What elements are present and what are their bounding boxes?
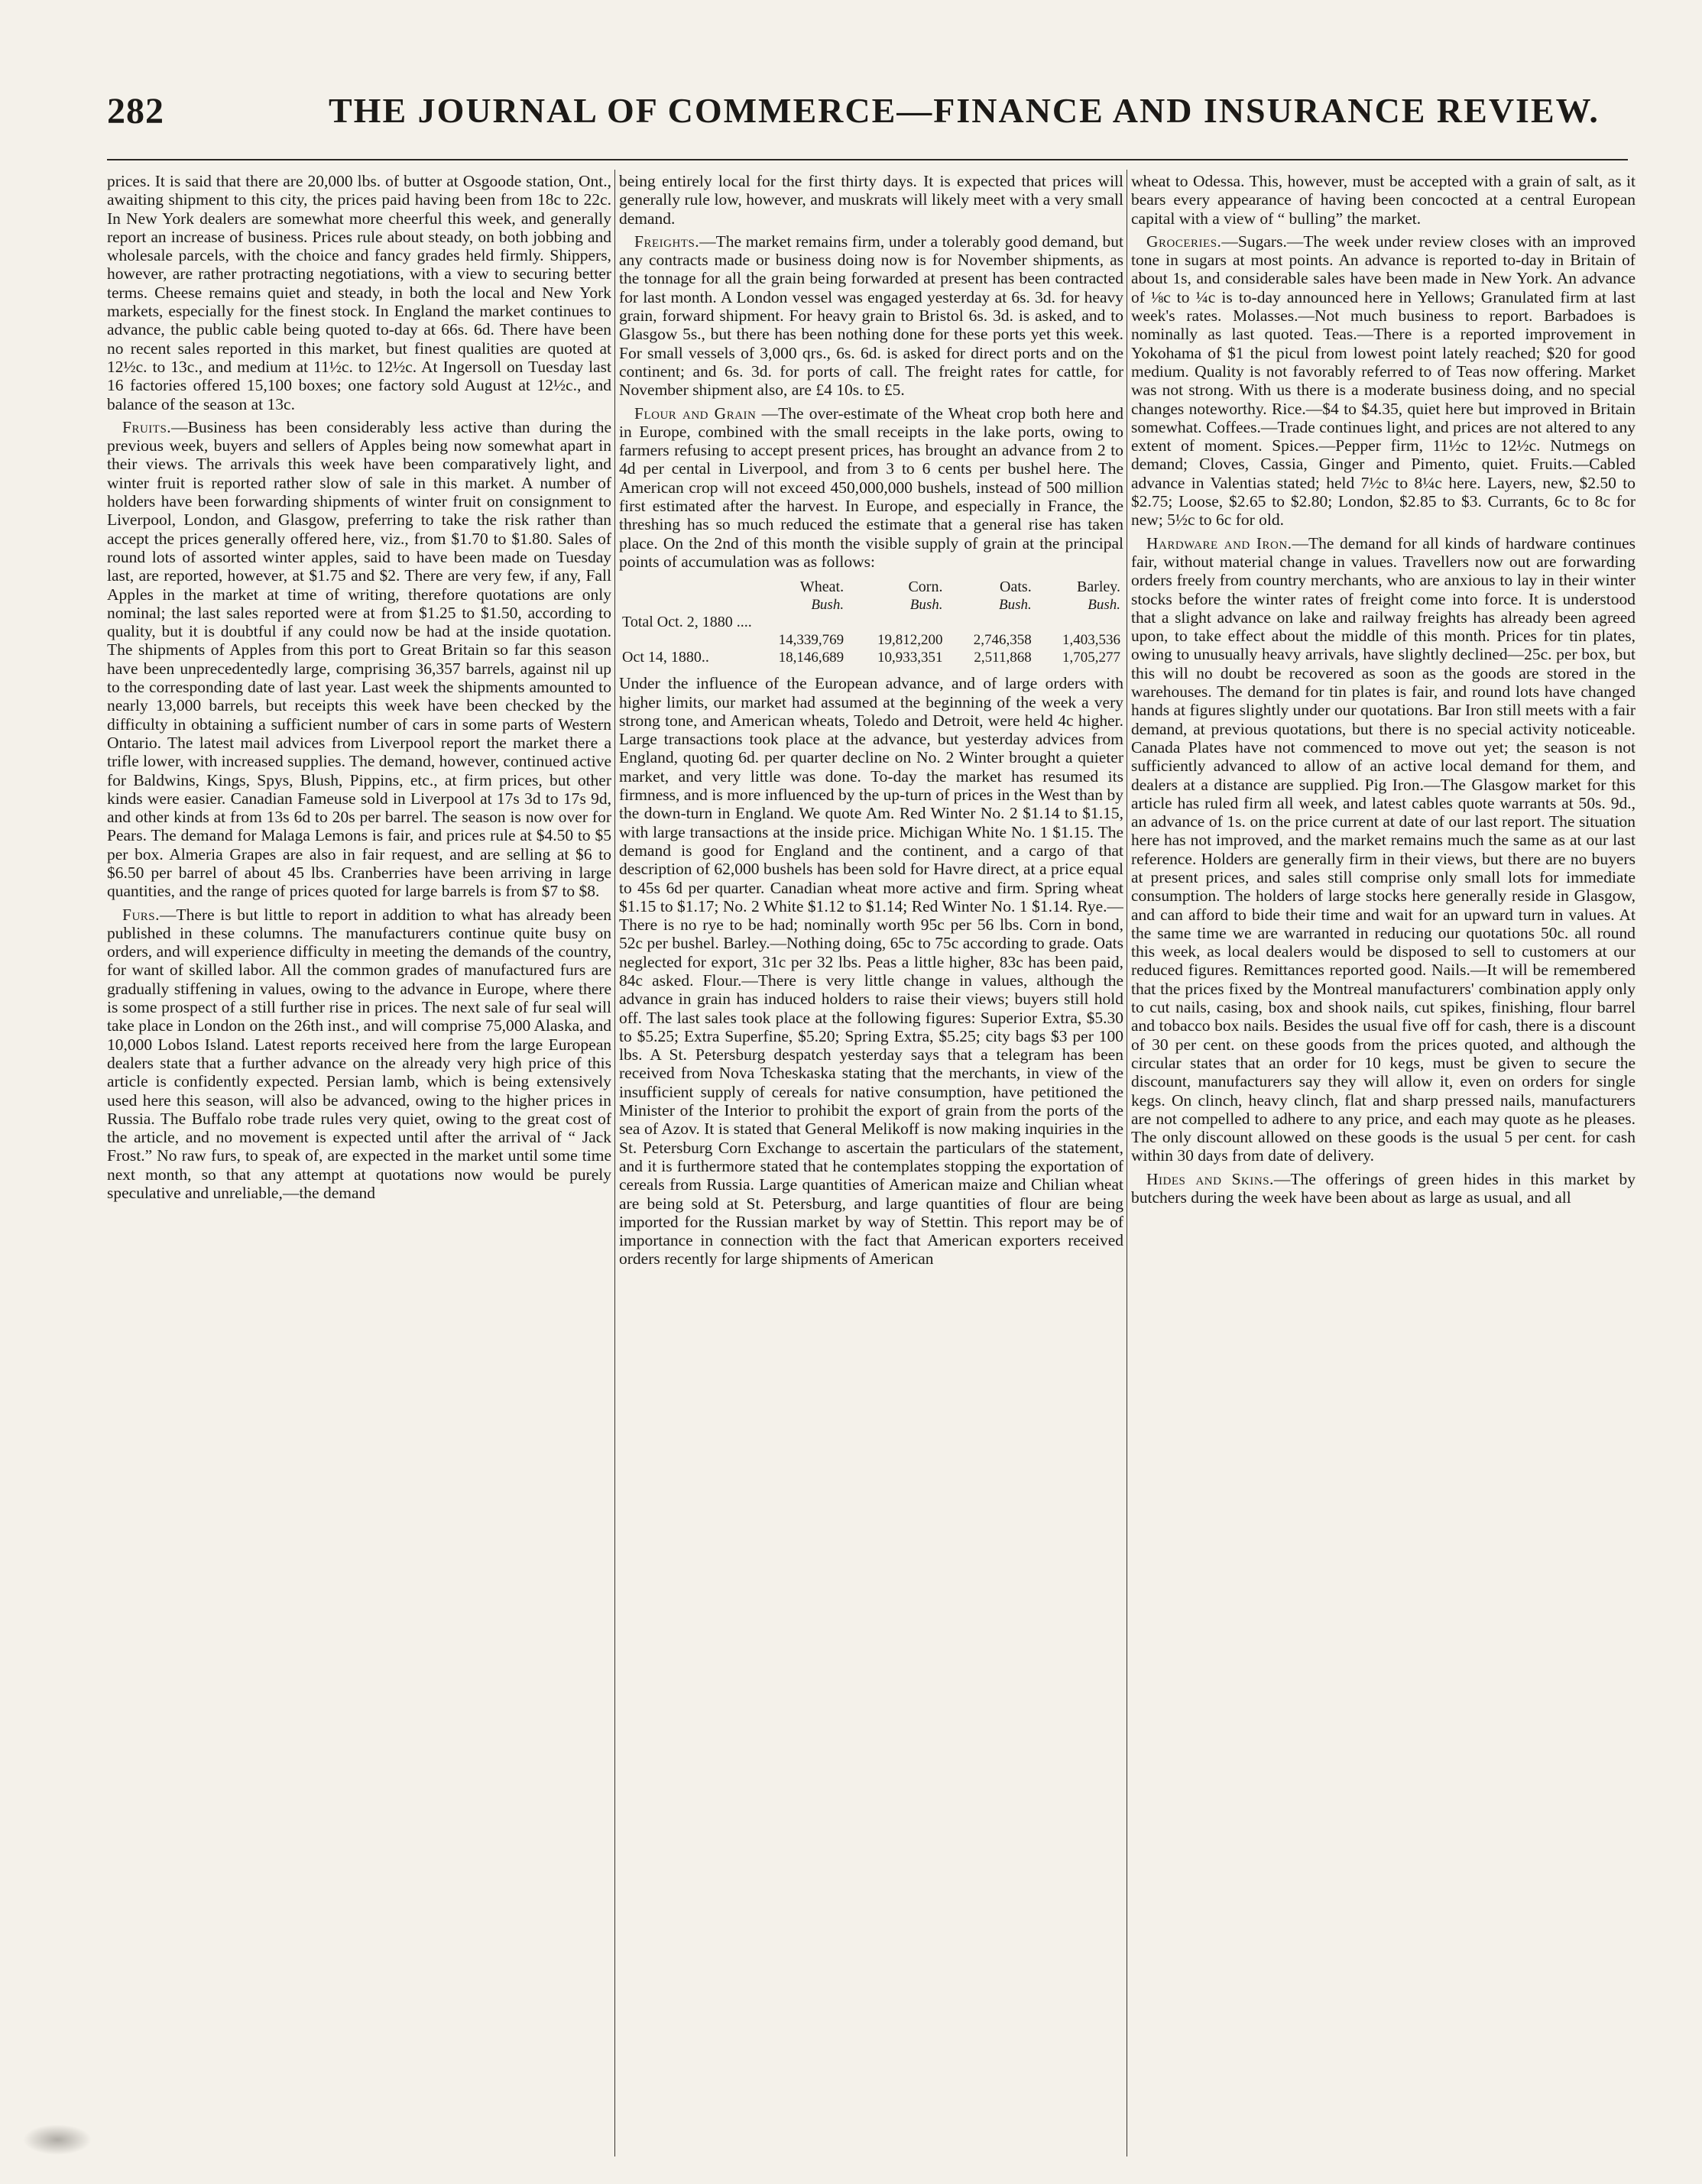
fruits-text: —Business has been considerably less active than during the previous week, buyers and sellers of Apples being now somewhat apart in their views. The arrivals this week have been comparatively light, and winter fruit is reported rather slow of sale in this market. A number of holders have been forwarding shipments of winter fruit on consignment to Liverpool, London, and Glasgow, preferring to take the risk rather than accept the prices generally offered here, viz., from $1.70 to $1.80. Sales of round lots of assorted winter apples, said to have been made on Tuesday last, are reported, however, at $1.75 and $2. There are very few, if any, Fall Apples in the market at time of writing, therefore quotations are only nominal; the last sales reported were at from $1.25 to $1.50, according to quality, but it is doubtful if any could now be had at the inside quotation. The shipments of Apples from this port to Great Britain so far this season have been unprecedentedly large, comprising 36,357 barrels, against nil up to the corresponding date of last year. Last week the shipments amounted to nearly 13,000 barrels, but receipts this week have been checked by the difficulty in obtaining a sufficient number of cars in some parts of Western Ontario. The latest mail advices from Liverpool report the market there a trifle lower, with increased supplies. The demand, however, continued active for Baldwins, Kings, Spys, Blush, Pippins, etc., at firm prices, but other kinds were easier. Canadian Fameuse sold in Liverpool at 17s 3d to 17s 9d, and other kinds at from 13s 6d to 20s per barrel. The season is now over for Pears. The demand for Malaga Lemons is fair, and prices rule at $4.50 to $5 per box. Almeria Grapes are also in fair request, and are selling at $6 to $6.50 per barrel of about 45 lbs. Cranberries have been arriving in large quantities, and the range of prices quoted for large barrels is from $7 to $8. [107, 417, 611, 901]
column-divider [614, 170, 615, 2156]
section-heading-freights: Freights. [634, 232, 700, 251]
page-number: 282 [107, 91, 164, 131]
table-header-cell: Wheat. [799, 578, 845, 596]
table-row [619, 649, 1123, 666]
table-unit-cell: Bush. [998, 597, 1032, 614]
table-header-cell: Barley. [1076, 578, 1120, 596]
table-unit-cell: Bush. [811, 597, 845, 614]
furs-continued-paragraph: being entirely local for the first thirty days. It is expected that prices will generally rule low, however, and muskrats will likely meet with a very small demand. [619, 172, 1123, 228]
header-rule [107, 159, 1628, 160]
table-row [619, 631, 1123, 649]
column-2 [619, 172, 1123, 2151]
table-cell: 1,403,536 [1062, 632, 1120, 649]
flour-grain-text: —The over-estimate of the Wheat crop both here and in Europe, combined with the small receipts in the lake ports, owing to farmers refusing to accept present prices, has brought an advance from 2 to 4d per cental in Liverpool, and from 3 to 6 cents per bushel here. The American crop will not exceed 450,000,000 bushels, instead of 500 million first estimated after the harvest. In Europe, and especially in France, the threshing has so much reduced the estimate that a general rise has taken place. On the 2nd of this month the visible supply of grain at the principal points of accumulation was as follows: [619, 403, 1123, 571]
visible-supply-table [619, 578, 1123, 666]
column-1 [107, 172, 611, 2151]
table-cell: 1,705,277 [1062, 650, 1120, 666]
table-corner [619, 578, 748, 596]
table-cell: 18,146,689 [778, 650, 845, 666]
table-cell: 19,812,200 [877, 632, 943, 649]
groceries-text: —Sugars.—The week under review closes with an improved tone in sugars at most points. An advance is reported to-day in Britain of about 1s, and considerable sales have been made in New York. An advance of ⅛c to ¼c is to-day announced here in Yellows; Granulated firm at last week's rates. Molasses.—Not much business to report. Barbadoes is nominally as last quoted. Teas.—There is a reported improvement in Yokohama of $1 the picul from lowest point lately reached; $20 for good medium. Quality is not favorably referred to of Teas now offering. Market was not strong. With us there is a moderate business doing, and no special changes noteworthy. Rice.—$4 to $4.35, quiet here but improved in Britain somewhat. Coffees.—Trade continues light, and prices are not altered to any extent of moment. Spices.—Pepper firm, 11½c to 12½c. Nutmegs on demand; Cloves, Cassia, Ginger and Pimento, quiet. Fruits.—Cabled advance in Valentias stated; held 7½c to 8¼c here. Layers, new, $2.50 to $2.75; Loose, $2.65 to $2.80; London, $2.85 to $3. Currants, 6c to 8c for new; 5½c to 6c for old. [1131, 232, 1636, 530]
table-header-cell: Corn. [908, 578, 943, 596]
table-spacer [619, 631, 748, 649]
table-cell: 2,746,358 [973, 632, 1032, 649]
section-heading-flour-grain: Flour and Grain [634, 403, 757, 423]
page-header [107, 90, 1636, 144]
flour-grain-paragraph [619, 404, 1123, 572]
column-3 [1131, 172, 1636, 2151]
hardware-paragraph [1131, 534, 1636, 1165]
table-row-label: Total Oct. 2, 1880 .... [622, 614, 752, 631]
section-heading-hides: Hides and Skins. [1146, 1169, 1274, 1188]
section-heading-furs: Furs. [122, 905, 160, 924]
freights-text: —The market remains firm, under a tolerably good demand, but any contracts made or business doing now is for November shipments, as the tonnage for all the grain being forwarded at present has been contracted for last month. A London vessel was engaged yesterday at 6s. 3d. for heavy grain, forward shipment. For heavy grain to Bristol 6s. 3d. is asked, and to Glasgow 5s., but there has been nothing done for these ports yet this week. For small vessels of 3,000 qrs., 6s. 6d. is asked for direct ports and on the continent; and 6s. 3d. for ports of call. The freight rates for cattle, for November shipment also, are £4 10s. to £5. [619, 232, 1123, 400]
table-unit-cell: Bush. [1088, 597, 1120, 614]
odessa-paragraph: wheat to Odessa. This, however, must be accepted with a grain of salt, as it bears every appearance of having been concocted at a central European capital with a view of “ bulling” the market. [1131, 172, 1636, 228]
table-header-row [619, 578, 1123, 596]
hides-text: —The offerings of green hides in this market by butchers during the week have been about as large as usual, and all [1131, 1169, 1636, 1207]
furs-paragraph [107, 906, 611, 1203]
fruits-paragraph [107, 418, 611, 901]
table-row [619, 614, 1123, 631]
table-units-row [619, 596, 1123, 614]
table-cell: 10,933,351 [877, 650, 943, 666]
section-heading-fruits: Fruits. [122, 417, 172, 436]
furs-text: —There is but little to report in addition to what has already been published in these columns. The manufacturers continue quite busy on orders, and will experience difficulty in meeting the demands of the country, for want of skilled labor. All the common grades of manufactured furs are gradually stiffening in values, owing to the advance in Europe, where there is some prospect of a still further rise in prices. The next sale of fur seal will take place in London on the 26th inst., and will comprise 75,000 Alaska, and 10,000 Lobos Island. Latest reports received here from the large European dealers state that a further advance on the already very high price of this article is confidently expected. Persian lamb, which is being extensively used here this season, will also be advanced, owing to the higher prices in Russia. The Buffalo robe trade rules very quiet, owing to the great cost of the article, and no movement is expected until after the arrival of “ Jack Frost.” No raw furs, to speak of, are expected in the market until some time next month, so that any attempt at quotations now would be purely speculative and unreliable,—the demand [107, 905, 611, 1203]
hardware-text: —The demand for all kinds of hardware continues fair, without material change in values. Travellers now out are forwarding orders freely from country merchants, who are anxious to lay in their winter stocks before the winter rates of freight come into force. It is understood that a slight advance on lake and railway freights has already been agreed upon, to take effect about the middle of this month. Prices for tin plates, owing to unusually heavy arrivals, have slightly declined—25c. per box, but this will no doubt be recovered as soon as the goods are stored in the warehouses. The demand for tin plates is fair, and round lots have changed hands at figures slightly under our quotations. Bar Iron still meets with a fair demand, at previous quotations, but there is no special activity noticeable. Canada Plates have not commenced to move out yet; the season is not sufficiently advanced to allow of an active local demand for them, and dealers at a distance are supplied. Pig Iron.—The Glasgow market for this article has ruled firm all week, and latest cables quote warrants at 50s. 9d., an advance of 1s. on the price current at date of our last report. The situation here has not improved, and the market remains much the same as at our last reference. Holders are generally firm in their views, but there are no buyers at present prices, and sales still comprise only small lots for immediate consumption. The holders of large stocks here generally reside in Glasgow, and can afford to bide their time and wait for an upward turn in values. At the same time we are warranted in reducing our quotations 50c. all round this week, as local dealers would be disposed to sell to customers at our reduced figures. Remittances reported good. Nails.—It will be remembered that the prices fixed by the Montreal manufacturers' combination apply only to cut nails, casing, box and shook nails, cut spikes, finishing, flour barrel and tobacco box nails. Besides the usual five off for cash, there is a discount of 30 per cent. on these goods from the prices quoted, and although the circular states that an order for 10 kegs, must be given to secure the discount, manufacturers say they will allow it, even on orders for single kegs. On clinch, heavy clinch, flat and sharp pressed nails, manufacturers are not compelled to adhere to any price, and each may quote as he pleases. The only discount allowed on these goods is the usual 5 per cent. for cash within 30 days from date of delivery. [1131, 533, 1636, 1165]
section-heading-hardware: Hardware and Iron. [1146, 533, 1292, 552]
grain-market-paragraph: Under the influence of the European advance, and of large orders with higher limits, our market had assumed at the beginning of the week a very strong tone, and American wheats, Toledo and Detroit, were held 4c higher. Large transactions took place at the advance, but yesterday advices from England, quoting 6d. per quarter decline on No. 2 Winter brought a quieter market, and very little was done. To-day the market has resumed its firmness, and is more influenced by the up-turn of prices in the West than by the down-turn in England. We quote Am. Red Winter No. 2 $1.14 to $1.15, with large transactions at the inside price. Michigan White No. 1 $1.15. The demand is good for England and the continent, and a cargo of that description of 62,000 bushels has been sold for Havre direct, at a price equal to 45s 6d per quarter. Canadian wheat more active and firm. Spring wheat $1.15 to $1.17; No. 2 White $1.12 to $1.14; Red Winter No. 1 $1.14. Rye.—There is no rye to be had; nominally worth 95c per 56 lbs. Corn in bond, 52c per bushel. Barley.—Nothing doing, 65c to 75c according to grade. Oats neglected for export, 31c per 32 lbs. Peas a little higher, 83c has been paid, 84c asked. Flour.—There is very little change in values, although the advance in grain has induced holders to raise their views; buyers still hold off. The last sales took place at the following figures: Superior Extra, $5.30 to $5.25; Extra Superfine, $5.20; Spring Extra, $5.25; city bags $3 per 100 lbs. A St. Petersburg despatch yesterday says that a telegram has been received from Nova Tcheskaska stating that the merchants, in view of the insufficient supply of cereals for native consumption, have petitioned the Minister of the Interior to prohibit the export of grain from the ports of the sea of Azov. It is stated that General Melikoff is now making inquiries in the St. Petersburg Corn Exchange to ascertain the particulars of the statement, and it is furthermore stated that he contemplates stopping the exportation of cereals from Russia. Large quantities of American maize and Chilian wheat are being sold at St. Petersburg, and large quantities of flour are being imported for the Russian market by way of Stettin. This report may be of importance in connection with the fact that American exporters received orders recently for large shipments of American [619, 674, 1123, 1269]
section-heading-groceries: Groceries. [1146, 232, 1222, 251]
groceries-paragraph [1131, 232, 1636, 530]
table-header-cell: Oats. [1000, 578, 1032, 596]
butter-cheese-paragraph: prices. It is said that there are 20,000 lbs. of butter at Osgoode station, Ont., awaiting shipment to this city, the prices paid having been from 18c to 22c. In New York dealers are somewhat more cheerful this week, and generally report an increase of business. Prices rule about steady, on both jobbing and wholesale parcels, with the choice and fancy grades held firmly. Shippers, however, are rather protracting negotiations, with a view to securing better terms. Cheese remains quiet and steady, in both the local and New York markets, especially for the finest stock. In England the market continues to advance, the public cable being quoted to-day at 66s. 6d. There have been no recent sales reported in this market, but finest qualities are quoted at 12½c. to 13c., and medium at 11½c. to 12½c. At Ingersoll on Tuesday last 16 factories offered 15,100 boxes; one factory sold August at 12½c., and balance of the season at 13c. [107, 172, 611, 413]
table-corner [619, 596, 748, 614]
freights-paragraph [619, 232, 1123, 400]
journal-title: THE JOURNAL OF COMMERCE—FINANCE AND INSURANCE REVIEW. [329, 91, 1600, 130]
table-cell: 14,339,769 [778, 632, 845, 649]
hides-paragraph [1131, 1170, 1636, 1207]
table-unit-cell: Bush. [909, 597, 943, 614]
table-row-label: Oct 14, 1880.. [622, 649, 709, 666]
paper-stain [23, 2124, 92, 2155]
table-cell: 2,511,868 [974, 650, 1032, 666]
